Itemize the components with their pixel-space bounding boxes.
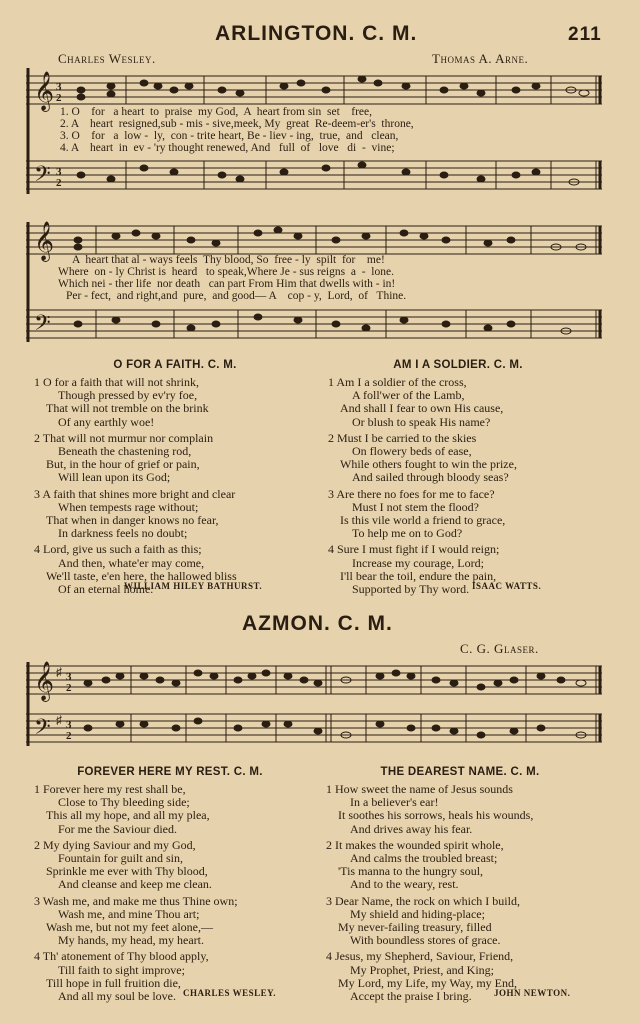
verse-line: Supported by Thy word. bbox=[352, 582, 470, 597]
verse bbox=[34, 432, 324, 485]
arlington-lyrics-s1-line3: 3. O for a low - ly, con - trite heart, Be - liev - ing, true, and clean, bbox=[60, 130, 399, 142]
verse bbox=[328, 488, 608, 541]
arlington-words-by: Charles Wesley. bbox=[58, 51, 156, 66]
hymn-title-forever-here-my-rest: FOREVER HERE MY REST. C. M. bbox=[77, 766, 263, 778]
page-number: 211 bbox=[568, 24, 602, 45]
verse-line: And sailed through bloody seas? bbox=[352, 470, 509, 485]
verse-line: 4 Sure I must fight if I would reign; bbox=[328, 542, 500, 557]
o-for-a-faith-verses bbox=[34, 376, 324, 599]
verse-line: 2 Must I be carried to the skies bbox=[328, 430, 477, 445]
svg-text:2: 2 bbox=[56, 177, 62, 189]
verse-line: Or blush to speak His name? bbox=[352, 414, 491, 429]
verse-line: Is this vile world a friend to grace, bbox=[340, 513, 506, 528]
verse-line: Wash me, but not my feet alone,— bbox=[46, 920, 213, 935]
svg-text:3: 3 bbox=[56, 81, 62, 93]
verse-line: Though pressed by ev'ry foe, bbox=[58, 388, 198, 403]
verse-line: My shield and hiding-place; bbox=[350, 906, 485, 921]
verse-line: We'll taste, e'en here, the hallowed bliss bbox=[46, 568, 237, 583]
verse-line: On flowery beds of ease, bbox=[352, 444, 472, 459]
arlington-lyrics-s2-line3: Which nei - ther life nor death can part From Him that dwells with - in! bbox=[58, 278, 396, 290]
verse bbox=[326, 839, 611, 892]
verse bbox=[34, 783, 324, 836]
verse-line: Beneath the chastening rod, bbox=[58, 444, 192, 459]
verse-line: And shall I fear to own His cause, bbox=[340, 401, 504, 416]
am-i-a-soldier-author: ISAAC WATTS. bbox=[472, 581, 542, 591]
verse-line: 1 O for a faith that will not shrink, bbox=[34, 375, 199, 389]
verse-line: 1 Am I a soldier of the cross, bbox=[328, 375, 467, 389]
verse-line: Must I not stem the flood? bbox=[352, 499, 479, 514]
arlington-lyrics-s1-line4: 4. A heart in ev - 'ry thought renewed, And full of love di - vine; bbox=[60, 142, 395, 154]
verse bbox=[34, 950, 324, 1003]
verse-line: This all my hope, and all my plea, bbox=[46, 808, 210, 823]
verse bbox=[328, 432, 608, 485]
forever-here-my-rest-verses bbox=[34, 783, 324, 1006]
svg-text:𝄞: 𝄞 bbox=[34, 221, 55, 261]
verse-line: In darkness feels no doubt; bbox=[58, 526, 188, 541]
verse-line: 4 Lord, give us such a faith as this; bbox=[34, 542, 202, 557]
verse bbox=[34, 895, 324, 948]
verse-line: Fountain for guilt and sin, bbox=[58, 851, 183, 866]
verse-line: 3 Wash me, and make me thus Thine own; bbox=[34, 893, 238, 908]
forever-here-my-rest-author: CHARLES WESLEY. bbox=[183, 988, 277, 998]
verse-line: And calms the troubled breast; bbox=[350, 851, 498, 866]
arlington-music-by: Thomas A. Arne. bbox=[432, 51, 529, 66]
arlington-lyrics-s2-line1: A heart that al - ways feels Thy blood, So free - ly spilt for me! bbox=[72, 254, 385, 266]
svg-text:♯: ♯ bbox=[56, 665, 62, 679]
verse-line: Close to Thy bleeding side; bbox=[58, 795, 190, 810]
hymn-title-arlington: ARLINGTON. C. M. bbox=[215, 22, 418, 45]
the-dearest-name-verses bbox=[326, 783, 611, 1006]
svg-text:2: 2 bbox=[56, 92, 62, 104]
verse-line: 2 My dying Saviour and my God, bbox=[34, 837, 196, 852]
svg-text:2: 2 bbox=[66, 730, 72, 742]
verse-line: Of an eternal home. bbox=[58, 582, 154, 597]
verse-line: 2 That will not murmur nor complain bbox=[34, 430, 214, 445]
verse-line: To help me on to God? bbox=[352, 526, 463, 541]
azmon-music-by: C. G. Glaser. bbox=[460, 641, 539, 656]
hymn-title-the-dearest-name: THE DEAREST NAME. C. M. bbox=[380, 766, 540, 778]
azmon-score bbox=[26, 656, 602, 751]
arlington-lyrics-s1-line2: 2. A heart resigned,sub - mis - sive,meek, My great Re-deem-er's throne, bbox=[60, 118, 414, 130]
verse-line: But, in the hour of grief or pain, bbox=[46, 457, 200, 472]
verse-line: Till faith to sight improve; bbox=[58, 962, 185, 977]
svg-text:2: 2 bbox=[66, 682, 72, 694]
svg-text:𝄞: 𝄞 bbox=[34, 71, 55, 111]
verse bbox=[328, 543, 608, 596]
verse-line: My hands, my head, my heart. bbox=[58, 933, 204, 948]
verse bbox=[34, 488, 324, 541]
verse-line: And to the weary, rest. bbox=[350, 877, 459, 892]
verse-line: When tempests rage without; bbox=[58, 499, 199, 514]
svg-text:♯: ♯ bbox=[56, 713, 62, 727]
svg-text:3: 3 bbox=[56, 166, 62, 178]
verse-line: Of any earthly woe! bbox=[58, 414, 155, 429]
verse-line: For me the Saviour died. bbox=[58, 821, 177, 836]
verse bbox=[34, 376, 324, 429]
verse-line: 2 It makes the wounded spirit whole, bbox=[326, 837, 504, 852]
verse-line: Accept the praise I bring. bbox=[350, 989, 472, 1004]
the-dearest-name-author: JOHN NEWTON. bbox=[494, 988, 571, 998]
verse-line: I'll bear the toil, endure the pain, bbox=[340, 568, 497, 583]
verse-line: 3 Are there no foes for me to face? bbox=[328, 486, 495, 501]
verse-line: 3 Dear Name, the rock on which I build, bbox=[326, 893, 520, 908]
verse-line: And drives away his fear. bbox=[350, 821, 473, 836]
svg-text:3: 3 bbox=[66, 671, 72, 683]
hymn-title-o-for-a-faith: O FOR A FAITH. C. M. bbox=[113, 359, 237, 371]
o-for-a-faith-author: WILLIAM HILEY BATHURST. bbox=[124, 581, 263, 591]
verse-line: 4 Th' atonement of Thy blood apply, bbox=[34, 949, 209, 964]
verse bbox=[328, 376, 608, 429]
verse-line: My never-failing treasury, filled bbox=[338, 920, 492, 935]
verse-line: 1 Forever here my rest shall be, bbox=[34, 782, 186, 796]
verse-line: 4 Jesus, my Shepherd, Saviour, Friend, bbox=[326, 949, 514, 964]
verse-line: Wash me, and mine Thou art; bbox=[58, 906, 200, 921]
verse-line: My Lord, my Life, my Way, my End, bbox=[338, 975, 518, 990]
verse-line: 'Tis manna to the hungry soul, bbox=[338, 864, 484, 879]
arlington-lyrics-s2-line2: Where on - ly Christ is heard to speak,Where Je - sus reigns a - lone. bbox=[58, 266, 394, 278]
verse-line: It soothes his sorrows, heals his wounds, bbox=[338, 808, 534, 823]
verse-line: 1 How sweet the name of Jesus sounds bbox=[326, 782, 513, 796]
verse bbox=[34, 839, 324, 892]
verse-line: That when in danger knows no fear, bbox=[46, 513, 219, 528]
svg-text:𝄢: 𝄢 bbox=[34, 715, 51, 745]
verse-line: Increase my courage, Lord; bbox=[352, 555, 484, 570]
verse-line: Till hope in full fruition die, bbox=[46, 975, 181, 990]
verse-line: A foll'wer of the Lamb, bbox=[352, 388, 465, 403]
verse-line: With boundless stores of grace. bbox=[350, 933, 501, 948]
verse-line: My Prophet, Priest, and King; bbox=[350, 962, 494, 977]
verse-line: And then, whate'er may come, bbox=[58, 555, 205, 570]
verse-line: That will not tremble on the brink bbox=[46, 401, 209, 416]
svg-text:𝄢: 𝄢 bbox=[34, 311, 51, 341]
arlington-lyrics-s2-line4: Per - fect, and right,and pure, and good— A cop - y, Lord, of Thine. bbox=[66, 290, 407, 302]
verse-line: And all my soul be love. bbox=[58, 989, 176, 1004]
verse-line: Sprinkle me ever with Thy blood, bbox=[46, 864, 208, 879]
svg-text:𝄞: 𝄞 bbox=[34, 661, 55, 701]
svg-text:𝄢: 𝄢 bbox=[34, 162, 51, 192]
verse bbox=[326, 783, 611, 836]
verse-line: While others fought to win the prize, bbox=[340, 457, 517, 472]
verse-line: And cleanse and keep me clean. bbox=[58, 877, 212, 892]
verse-line: Will lean upon its God; bbox=[58, 470, 171, 485]
arlington-lyrics-s1-line1: 1. O for a heart to praise my God, A heart from sin set free, bbox=[60, 106, 373, 118]
verse-line: 3 A faith that shines more bright and clear bbox=[34, 486, 236, 501]
hymn-title-am-i-a-soldier: AM I A SOLDIER. C. M. bbox=[393, 359, 523, 371]
am-i-a-soldier-verses bbox=[328, 376, 608, 599]
svg-text:3: 3 bbox=[66, 719, 72, 731]
verse bbox=[326, 895, 611, 948]
verse-line: In a believer's ear! bbox=[350, 795, 439, 810]
hymn-title-azmon: AZMON. C. M. bbox=[242, 612, 393, 635]
